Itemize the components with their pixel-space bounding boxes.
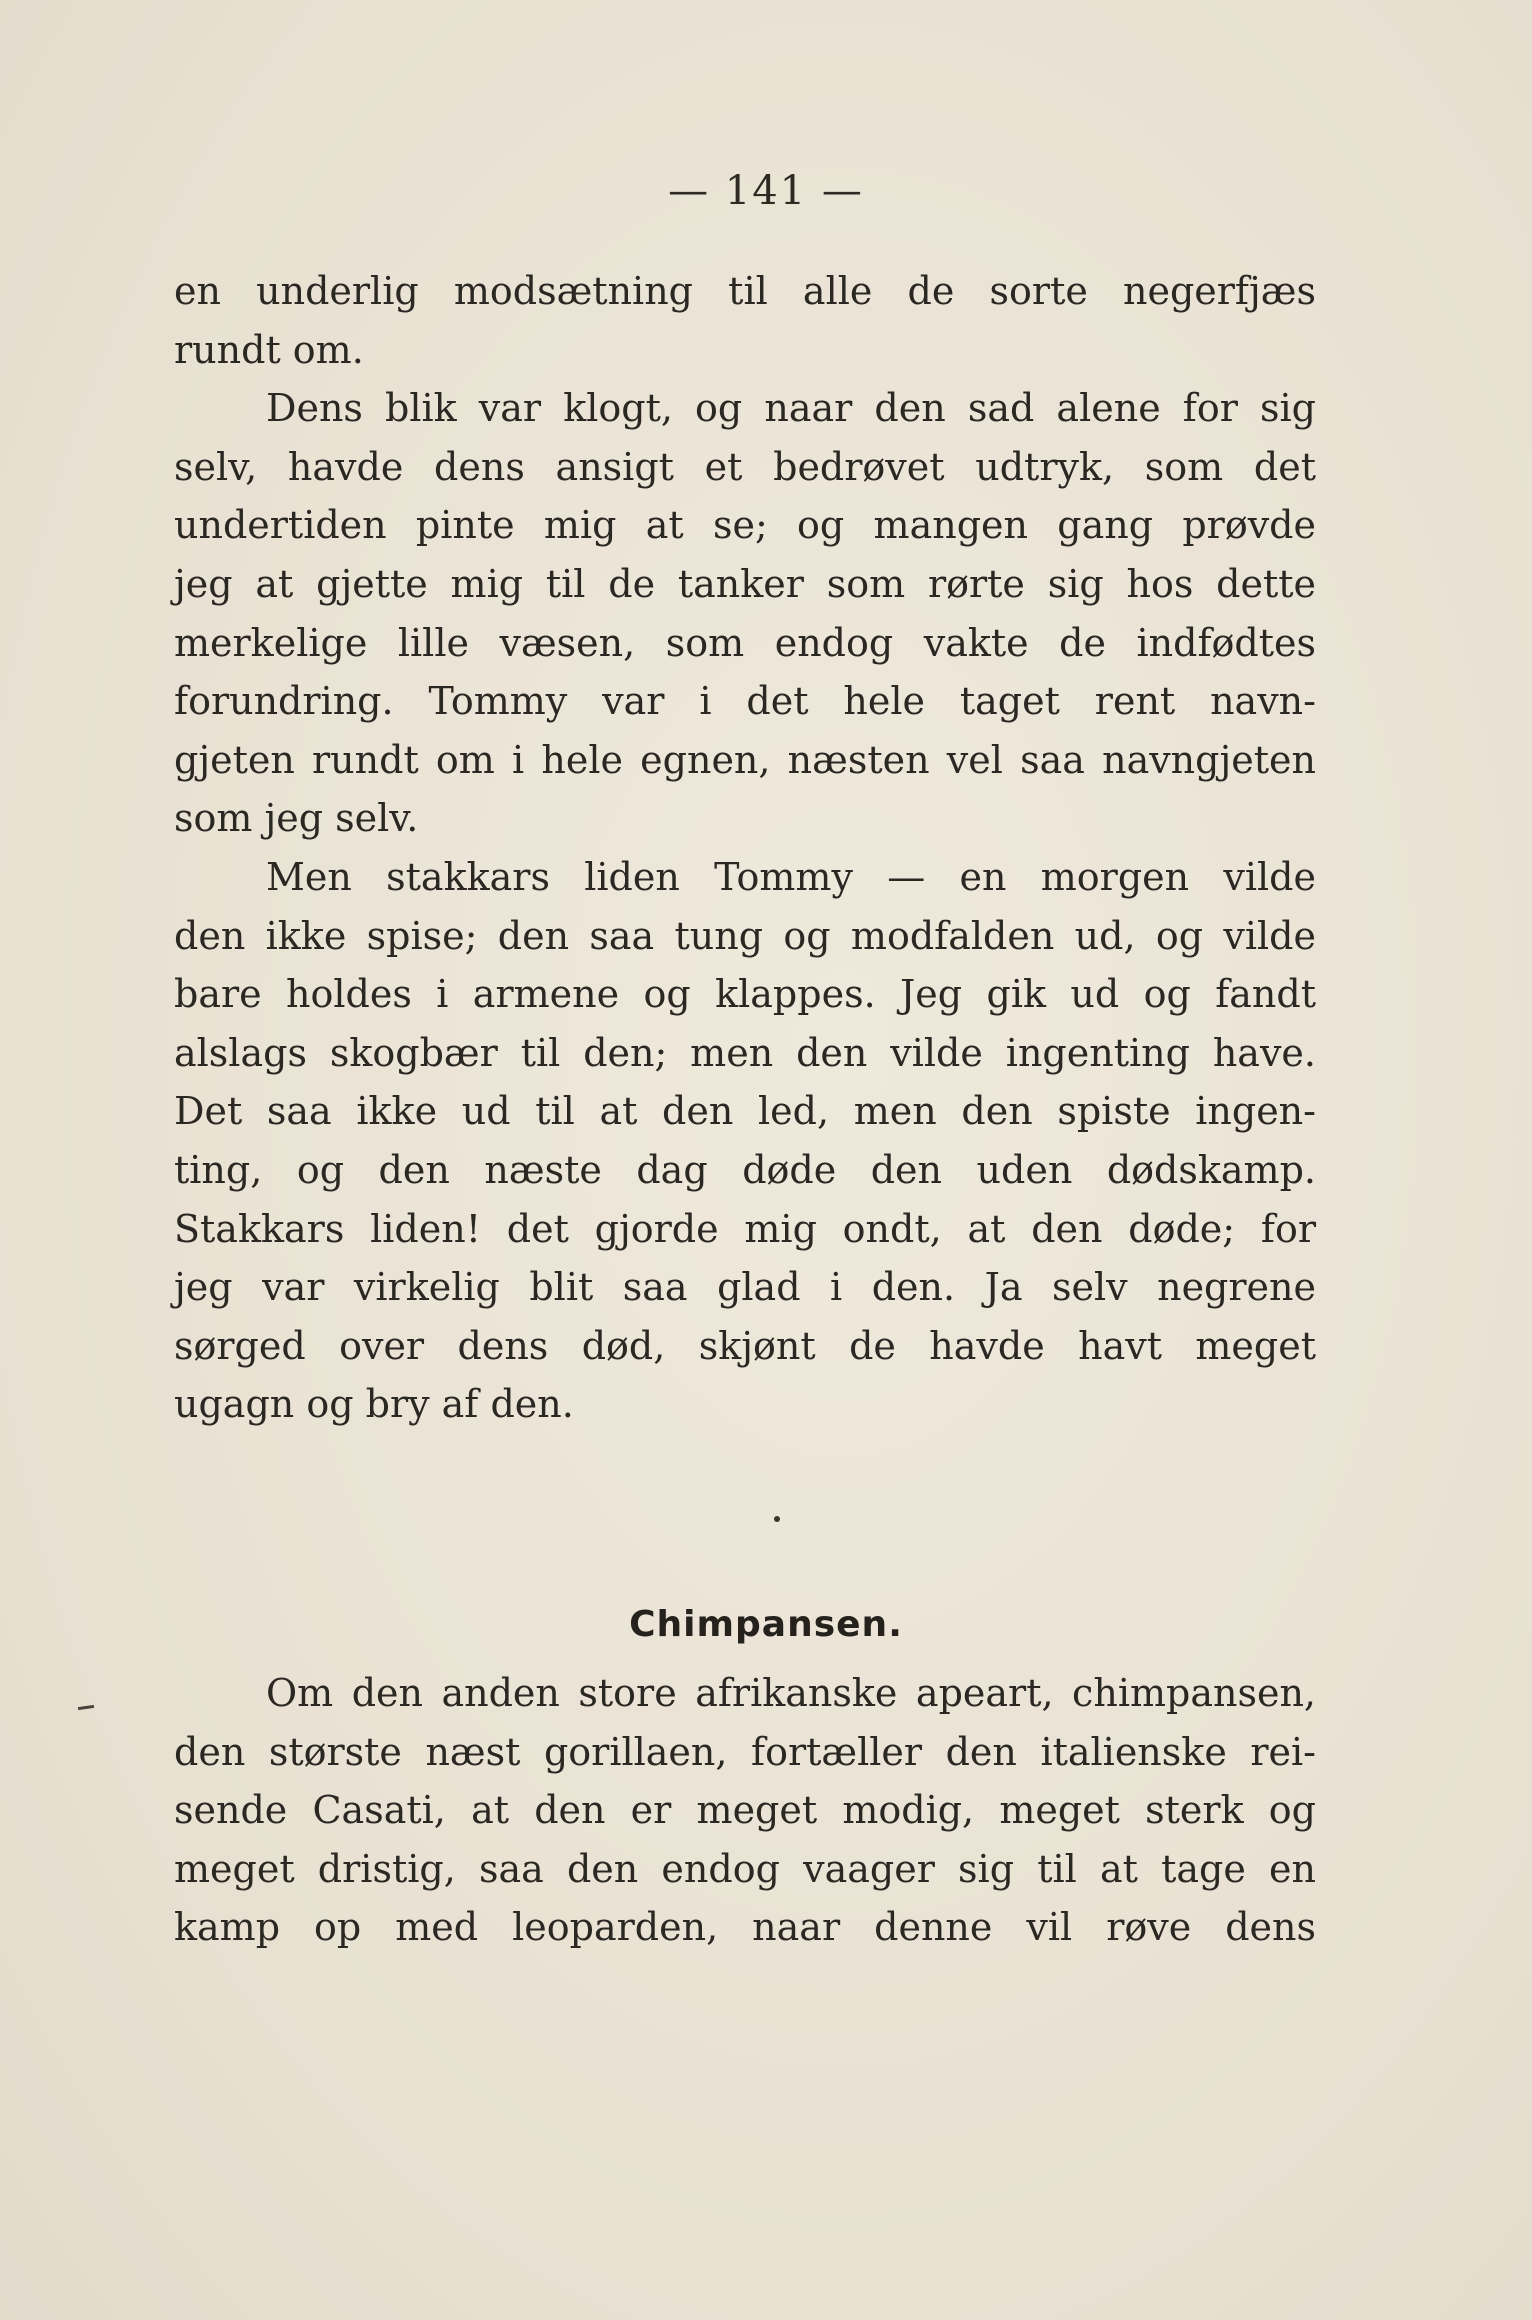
body-text-block-2: [174, 1664, 1316, 1957]
text-line: Om den anden store afrikanske apeart, chimpansen,: [266, 1671, 1316, 1715]
text-line: ugagn og bry af den.: [174, 1382, 574, 1427]
text-line: sørged over dens død, skjønt de havde havt meget: [174, 1323, 1316, 1368]
text-line: alslags skogbær til den; men den vilde ingenting have.: [174, 1030, 1316, 1075]
page-number: — 141 —: [668, 168, 864, 214]
text-line: Det saa ikke ud til at den led, men den spiste ingen-: [174, 1089, 1316, 1134]
text-line: forundring. Tommy var i det hele taget rent navn-: [174, 679, 1316, 724]
text-line: kamp op med leoparden, naar denne vil røve dens: [174, 1905, 1316, 1950]
text-line: jeg var virkelig blit saa glad i den. Ja selv negrene: [174, 1265, 1316, 1310]
margin-mark: [78, 1705, 94, 1710]
text-line: bare holdes i armene og klappes. Jeg gik ud og fandt: [174, 972, 1316, 1017]
text-line: en underlig modsætning til alle de sorte negerfjæs: [174, 269, 1316, 313]
text-line: Men stakkars liden Tommy — en morgen vilde: [266, 854, 1316, 899]
text-line: den største næst gorillaen, fortæller den italienske rei-: [174, 1729, 1316, 1774]
text-line: den ikke spise; den saa tung og modfalden ud, og vilde: [174, 913, 1316, 958]
section-heading: Chimpansen.: [629, 1604, 903, 1645]
print-speck: [774, 1516, 780, 1522]
text-line: Stakkars liden! det gjorde mig ondt, at den døde; for: [174, 1206, 1316, 1251]
text-line: rundt om.: [174, 327, 364, 372]
body-text-block-1: [174, 262, 1316, 1434]
text-line: Dens blik var klogt, og naar den sad alene for sig: [266, 386, 1316, 431]
text-line: sende Casati, at den er meget modig, meget sterk og: [174, 1788, 1316, 1833]
text-line: ting, og den næste dag døde den uden dødskamp.: [174, 1147, 1316, 1192]
text-line: jeg at gjette mig til de tanker som rørte sig hos dette: [174, 561, 1316, 606]
text-line: som jeg selv.: [174, 796, 419, 841]
text-line: selv, havde dens ansigt et bedrøvet udtryk, som det: [174, 444, 1316, 489]
text-line: undertiden pinte mig at se; og mangen gang prøvde: [174, 503, 1316, 548]
text-line: gjeten rundt om i hele egnen, næsten vel saa navngjeten: [174, 737, 1316, 782]
text-line: merkelige lille væsen, som endog vakte de indfødtes: [174, 620, 1316, 665]
text-line: meget dristig, saa den endog vaager sig til at tage en: [174, 1846, 1316, 1891]
